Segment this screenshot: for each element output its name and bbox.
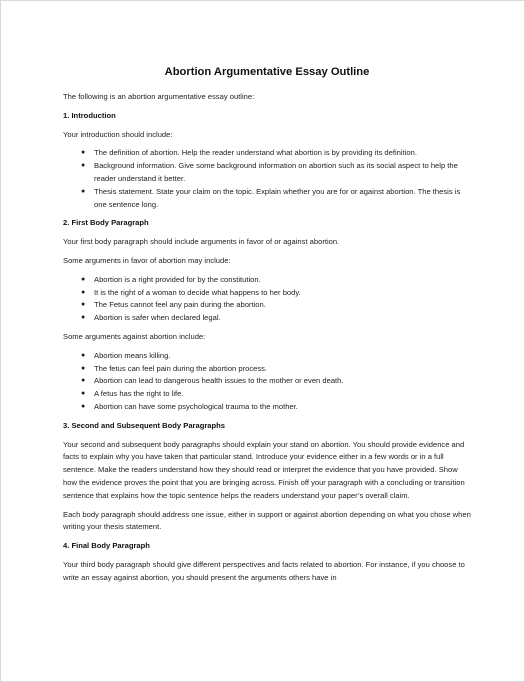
list-item-text: A fetus has the right to life. xyxy=(94,389,184,399)
paragraph: Your second and subsequent body paragraphs should explain your stand on abortion. You should provide evidence and facts to explain why you have taken that particular stand. Introduce your evidence either in a few words or in a full sentence. Make the readers understand how they should read or interpret the evidence that you have provided. Show how the evidence proves the point that you are bringing across. Finish off your paragraph with a concluding or transition sentence that explains how the topic sentence helps the readers understand your paper’s overall claim. xyxy=(63,439,465,500)
bullet-icon: ● xyxy=(81,301,86,309)
section-heading: 3. Second and Subsequent Body Paragraphs xyxy=(63,420,226,430)
list-item xyxy=(81,350,471,363)
bullet-list xyxy=(63,147,471,211)
bullet-icon: ● xyxy=(81,314,86,322)
paragraph: Your introduction should include: xyxy=(63,129,173,139)
list-item xyxy=(81,147,471,160)
list-item-text: Background information. Give some background information on abortion such as its social aspect to help the reader understand it better. xyxy=(94,161,458,183)
document-body xyxy=(63,65,471,591)
bullet-icon: ● xyxy=(81,187,86,195)
list-item xyxy=(81,388,471,401)
list-item xyxy=(81,186,471,212)
paragraph: Your third body paragraph should give different perspectives and facts related to abortion. For instance, if you choose to write an essay against abortion, you should present the arguments others have in xyxy=(63,559,465,582)
intro-line: The following is an abortion argumentative essay outline: xyxy=(63,92,255,101)
section-heading: 1. Introduction xyxy=(63,110,116,120)
bullet-icon: ● xyxy=(81,288,86,296)
paragraph: Each body paragraph should address one issue, either in support or against abortion depending on what you chose when writing your thesis statement. xyxy=(63,509,471,532)
list-item xyxy=(81,287,471,300)
bullet-icon: ● xyxy=(81,149,86,157)
bullet-icon: ● xyxy=(81,351,86,359)
list-item-text: Abortion is safer when declared legal. xyxy=(94,313,221,323)
bullet-icon: ● xyxy=(81,275,86,283)
section-heading: 2. First Body Paragraph xyxy=(63,218,149,228)
list-item xyxy=(81,312,471,325)
list-item-text: The definition of abortion. Help the reader understand what abortion is by providing its definition. xyxy=(94,148,417,158)
bullet-list xyxy=(63,274,471,325)
bullet-icon: ● xyxy=(81,390,86,398)
list-item-text: Thesis statement. State your claim on the topic. Explain whether you are for or against abortion. The thesis is one sentence long. xyxy=(94,186,461,209)
list-item-text: Abortion is a right provided for by the constitution. xyxy=(94,274,261,284)
section-heading: 4. Final Body Paragraph xyxy=(63,541,150,551)
list-item-text: Abortion can have some psychological trauma to the mother. xyxy=(94,401,298,411)
list-item xyxy=(81,299,471,312)
paragraph: Some arguments in favor of abortion may include: xyxy=(63,255,231,265)
list-item-text: The Fetus cannot feel any pain during the abortion. xyxy=(94,300,266,310)
list-item-text: The fetus can feel pain during the abortion process. xyxy=(94,363,268,373)
list-item xyxy=(81,274,471,287)
list-item-text: Abortion can lead to dangerous health issues to the mother or even death. xyxy=(94,376,344,386)
list-item xyxy=(81,363,471,376)
list-item-text: Abortion means killing. xyxy=(94,350,171,360)
bullet-icon: ● xyxy=(81,402,86,410)
list-item xyxy=(81,401,471,414)
list-item xyxy=(81,160,471,186)
paragraph: Your first body paragraph should include arguments in favor of or against abortion. xyxy=(63,237,340,247)
bullet-list xyxy=(63,350,471,414)
document-title: Abortion Argumentative Essay Outline xyxy=(164,66,370,78)
paragraph: Some arguments against abortion include: xyxy=(63,331,206,341)
bullet-icon: ● xyxy=(81,162,86,170)
bullet-icon: ● xyxy=(81,377,86,385)
bullet-icon: ● xyxy=(81,364,86,372)
list-item-text: It is the right of a woman to decide what happens to her body. xyxy=(94,287,301,297)
list-item xyxy=(81,375,471,388)
